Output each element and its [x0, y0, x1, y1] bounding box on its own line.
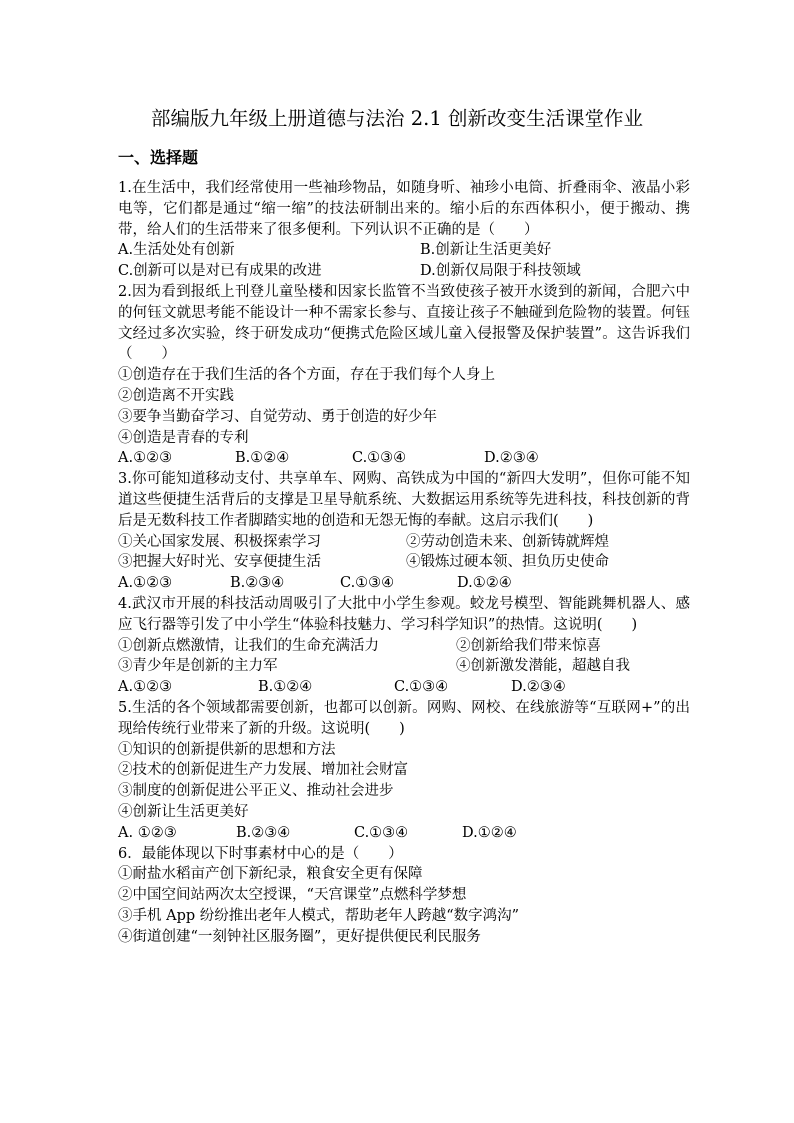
statement-item: ④创新激发潜能，超越自我	[456, 658, 630, 675]
option-b: B.创新让生活更美好	[420, 242, 552, 259]
statement-row	[118, 532, 690, 553]
question-4	[118, 594, 690, 698]
statement-item: ④街道创建“一刻钟社区服务圈”，更好提供便民利民服务	[118, 928, 481, 945]
statement-item: ②创造离不开实践	[118, 387, 234, 404]
option-b: B.②③④	[236, 824, 291, 841]
option-a: A.①②③	[118, 575, 173, 592]
option-c: C.①③④	[394, 679, 449, 696]
option-d: D.①②④	[462, 824, 517, 841]
statement-item: ④创新让生活更美好	[118, 803, 249, 820]
question-3	[118, 469, 690, 594]
statement-item: ③青少年是创新的主力军	[118, 658, 278, 675]
statement-item: ①创新点燃激情，让我们的生命充满活力	[118, 637, 379, 654]
question-stem: 6．最能体现以下时事素材中心的是（ ）	[118, 845, 403, 862]
question-stem: 1.在生活中，我们经常使用一些袖珍物品，如随身听、袖珍小电筒、折叠雨伞、液晶小彩电等，它们都是通过“缩一缩”的技法研制出来的。缩小后的东西体积小，便于搬动、携带，给人们的生活带来了很多便利。下列认识不正确的是（ ）	[118, 180, 690, 238]
option-row	[118, 573, 690, 594]
option-c: C.①③④	[340, 575, 395, 592]
statement-row	[118, 636, 690, 657]
statement-item: ③手机 App 纷纷推出老年人模式，帮助老年人跨越“数字鸿沟”	[118, 907, 520, 924]
question-1	[118, 178, 690, 282]
option-row	[118, 823, 690, 844]
statement-item: ②中国空间站两次太空授课，“天宫课堂”点燃科学梦想	[118, 887, 467, 904]
statement-item: ③要争当勤奋学习、自觉劳动、勇于创造的好少年	[118, 408, 437, 425]
option-c: C.①③④	[352, 450, 407, 467]
statement-item: ②劳动创造未来、创新铸就辉煌	[406, 533, 609, 550]
option-b: B.②③④	[230, 575, 285, 592]
option-row	[118, 240, 690, 261]
statement-item: ②创新给我们带来惊喜	[456, 637, 601, 654]
question-stem: 4.武汉市开展的科技活动周吸引了大批中小学生参观。蛟龙号模型、智能跳舞机器人、感应飞行器等引发了中小学生“体验科技魅力、学习科学知识”的热情。这说明( )	[118, 595, 690, 633]
question-6	[118, 844, 690, 948]
statement-row	[118, 552, 690, 573]
option-c: C.①③④	[354, 824, 409, 841]
option-row	[118, 261, 690, 282]
statement-item: ④创造是青春的专利	[118, 429, 249, 446]
question-5	[118, 698, 690, 844]
option-d: D.创新仅局限于科技领域	[420, 263, 581, 280]
option-a: A.①②③	[118, 450, 173, 467]
statement-item: ③把握大好时光、安享便捷生活	[118, 554, 321, 571]
statement-item: ①知识的创新提供新的思想和方法	[118, 741, 336, 758]
option-a: A.生活处处有创新	[118, 242, 235, 259]
option-d: D.②③④	[511, 679, 566, 696]
option-b: B.①②④	[235, 450, 290, 467]
question-stem: 5.生活的各个领域都需要创新，也都可以创新。网购、网校、在线旅游等“互联网+”的出现给传统行业带来了新的升级。这说明( )	[118, 699, 690, 737]
statement-row	[118, 656, 690, 677]
statement-item: ①关心国家发展、积极探索学习	[118, 533, 321, 550]
statement-item: ③制度的创新促进公平正义、推动社会进步	[118, 783, 394, 800]
statement-item: ④锻炼过硬本领、担负历史使命	[406, 554, 609, 571]
option-a: A. ①②③	[118, 824, 177, 841]
question-list	[118, 178, 690, 947]
option-row	[118, 677, 690, 698]
statement-item: ①创造存在于我们生活的各个方面，存在于我们每个人身上	[118, 367, 495, 384]
option-d: D.①②④	[457, 575, 512, 592]
option-b: B.①②④	[258, 679, 313, 696]
statement-item: ①耐盐水稻亩产创下新纪录，粮食安全更有保障	[118, 866, 423, 883]
option-row	[118, 448, 690, 469]
statement-item: ②技术的创新促进生产力发展、增加社会财富	[118, 762, 408, 779]
option-d: D.②③④	[484, 450, 539, 467]
question-stem: 3.你可能知道移动支付、共享单车、网购、高铁成为中国的“新四大发明”，但你可能不知道这些便捷生活背后的支撑是卫星导航系统、大数据运用系统等先进科技，科技创新的背后是无数科技工作者脚踏实地的创造和无怨无悔的奉献。这启示我们( )	[118, 471, 690, 529]
option-c: C.创新可以是对已有成果的改进	[118, 263, 322, 280]
question-stem: 2.因为看到报纸上刊登儿童坠楼和因家长监管不当致使孩子被开水烫到的新闻，合肥六中的何钰文就思考能不能设计一种不需家长参与、直接让孩子不触碰到危险物的装置。何钰文经过多次实验，终于研发成功“便携式危险区域儿童入侵报警及保护装置”。这告诉我们（ ）	[118, 283, 690, 363]
option-a: A.①②③	[118, 679, 173, 696]
question-2	[118, 282, 690, 469]
document-title: 部编版九年级上册道德与法治 2.1 创新改变生活课堂作业	[151, 107, 643, 130]
section-heading: 一、选择题	[118, 148, 199, 167]
